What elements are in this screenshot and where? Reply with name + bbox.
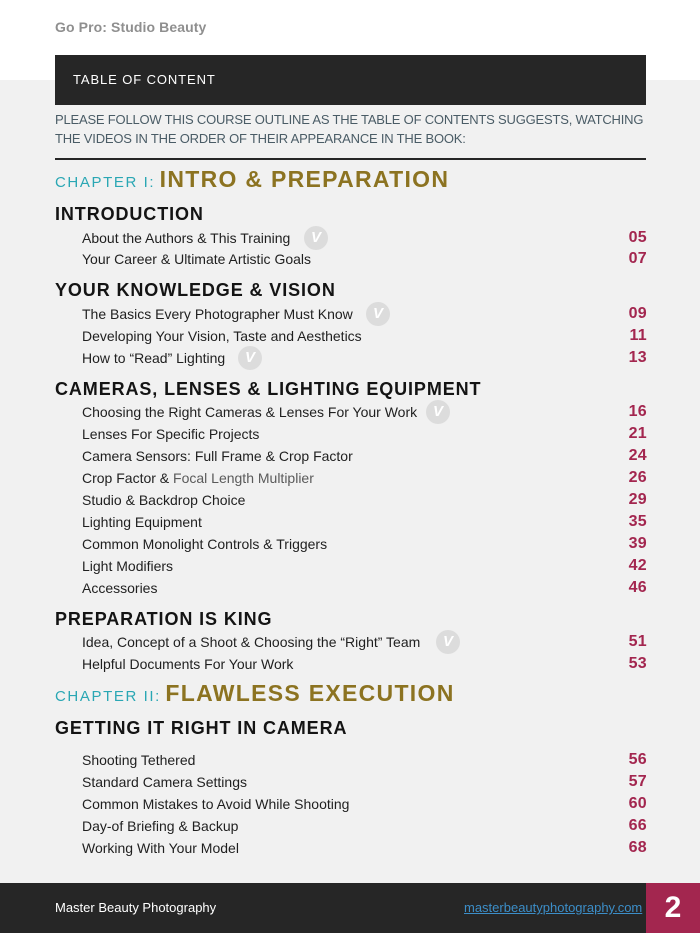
section-heading: INTRODUCTION: [55, 204, 204, 224]
video-badge-icon: V: [436, 630, 460, 654]
entry-title: About the Authors & This Training: [82, 230, 291, 246]
toc-entry[interactable]: [82, 772, 647, 792]
entry-title: Lighting Equipment: [82, 514, 202, 530]
section-heading: CAMERAS, LENSES & LIGHTING EQUIPMENT: [55, 379, 482, 399]
video-badge-icon: V: [426, 400, 450, 424]
chapter-label: CHAPTER II:: [55, 688, 161, 705]
entry-page: 16: [628, 403, 647, 420]
toc-entry[interactable]: [82, 838, 647, 858]
entry-page: 60: [628, 795, 647, 812]
entry-page: 26: [628, 469, 647, 486]
section-heading: GETTING IT RIGHT IN CAMERA: [55, 718, 348, 738]
toc-entry[interactable]: [82, 534, 647, 554]
entry-title: How to “Read” Lighting: [82, 350, 226, 366]
entry-title: Shooting Tethered: [82, 752, 196, 768]
entry-title: Common Monolight Controls & Triggers: [82, 536, 328, 552]
brand-title: Go Pro: Studio Beauty: [55, 19, 207, 35]
toc-entry[interactable]: [82, 794, 647, 814]
entry-title: Developing Your Vision, Taste and Aesthetics: [82, 328, 362, 344]
entry-page: 56: [628, 751, 647, 768]
entry-page: 57: [628, 773, 647, 790]
toc-entry[interactable]: [82, 632, 647, 652]
toc-entry[interactable]: [82, 402, 647, 422]
chapter-heading: [55, 680, 455, 707]
entry-page: 53: [628, 655, 647, 672]
entry-page: 21: [628, 425, 647, 442]
chapter-label: CHAPTER I:: [55, 174, 156, 191]
toc-entry[interactable]: [82, 249, 647, 269]
footer-title: Master Beauty Photography: [55, 900, 217, 915]
chapter-title: INTRO & PREPARATION: [159, 166, 450, 192]
intro-text: PLEASE FOLLOW THIS COURSE OUTLINE AS THE TABLE OF CONTENTS SUGGESTS, WATCHING THE VIDEOS IN THE ORDER OF THEIR APPEARANCE IN THE BOOK:: [55, 112, 644, 146]
entry-title: Your Career & Ultimate Artistic Goals: [82, 251, 312, 267]
section-heading: PREPARATION IS KING: [55, 609, 273, 629]
entry-page: 05: [628, 229, 647, 246]
entry-page: 07: [628, 250, 647, 267]
toc-entry[interactable]: [82, 326, 647, 346]
entry-page: 24: [628, 447, 647, 464]
toc-entry[interactable]: [82, 816, 647, 836]
entry-title: Lenses For Specific Projects: [82, 426, 260, 442]
toc-entry[interactable]: [82, 424, 647, 444]
entry-page: 13: [628, 349, 647, 366]
entry-page: 68: [628, 839, 647, 856]
entry-title: Working With Your Model: [82, 840, 239, 856]
entry-page: 66: [628, 817, 647, 834]
entry-page: 11: [629, 327, 647, 344]
entry-page: 35: [628, 513, 647, 530]
video-badge-icon: V: [366, 302, 390, 326]
entry-title: [82, 468, 314, 488]
toc-entry[interactable]: [82, 512, 647, 532]
entry-page: 09: [628, 305, 647, 322]
chapter-title: FLAWLESS EXECUTION: [165, 680, 455, 706]
entry-title: Camera Sensors: Full Frame & Crop Factor: [82, 448, 353, 464]
website-link[interactable]: masterbeautyphotography.com: [464, 900, 643, 915]
entry-page: 46: [628, 579, 647, 596]
entry-title: Light Modifiers: [82, 558, 174, 574]
toc-entry[interactable]: [82, 750, 647, 770]
entry-title-highlight: Focal Length Multiplier: [173, 470, 314, 486]
entry-page: 29: [628, 491, 647, 508]
toc-entry[interactable]: [82, 654, 647, 674]
toc-entry[interactable]: [82, 304, 647, 324]
toc-banner: TABLE OF CONTENT: [55, 55, 646, 105]
toc-entry[interactable]: [82, 228, 647, 248]
entry-title-main: Crop Factor &: [82, 470, 174, 486]
entry-title: Standard Camera Settings: [82, 774, 247, 790]
entry-title: Studio & Backdrop Choice: [82, 492, 246, 508]
entry-title: Accessories: [82, 580, 158, 596]
toc-entry[interactable]: [82, 446, 647, 466]
toc-entry[interactable]: [82, 468, 647, 488]
entry-page: 39: [628, 535, 647, 552]
entry-title: Idea, Concept of a Shoot & Choosing the “Right” Team: [82, 634, 421, 650]
divider-rule: [55, 158, 646, 160]
toc-entry[interactable]: [82, 556, 647, 576]
entry-title: Common Mistakes to Avoid While Shooting: [82, 796, 350, 812]
entry-title: The Basics Every Photographer Must Know: [82, 306, 353, 322]
footer: [0, 883, 700, 933]
video-badge-icon: V: [304, 226, 328, 250]
entry-page: 51: [628, 633, 647, 650]
video-badge-icon: V: [238, 346, 262, 370]
entry-title: Day-of Briefing & Backup: [82, 818, 239, 834]
toc-entry[interactable]: [82, 348, 647, 368]
entry-page: 42: [628, 557, 647, 574]
section-heading: YOUR KNOWLEDGE & VISION: [55, 280, 336, 300]
toc-entry[interactable]: [82, 490, 647, 510]
toc-entry[interactable]: [82, 578, 647, 598]
entry-title: Choosing the Right Cameras & Lenses For Your Work: [82, 404, 418, 420]
chapter-heading: [55, 166, 449, 193]
page-number: 2: [646, 883, 700, 933]
entry-title: Helpful Documents For Your Work: [82, 656, 294, 672]
